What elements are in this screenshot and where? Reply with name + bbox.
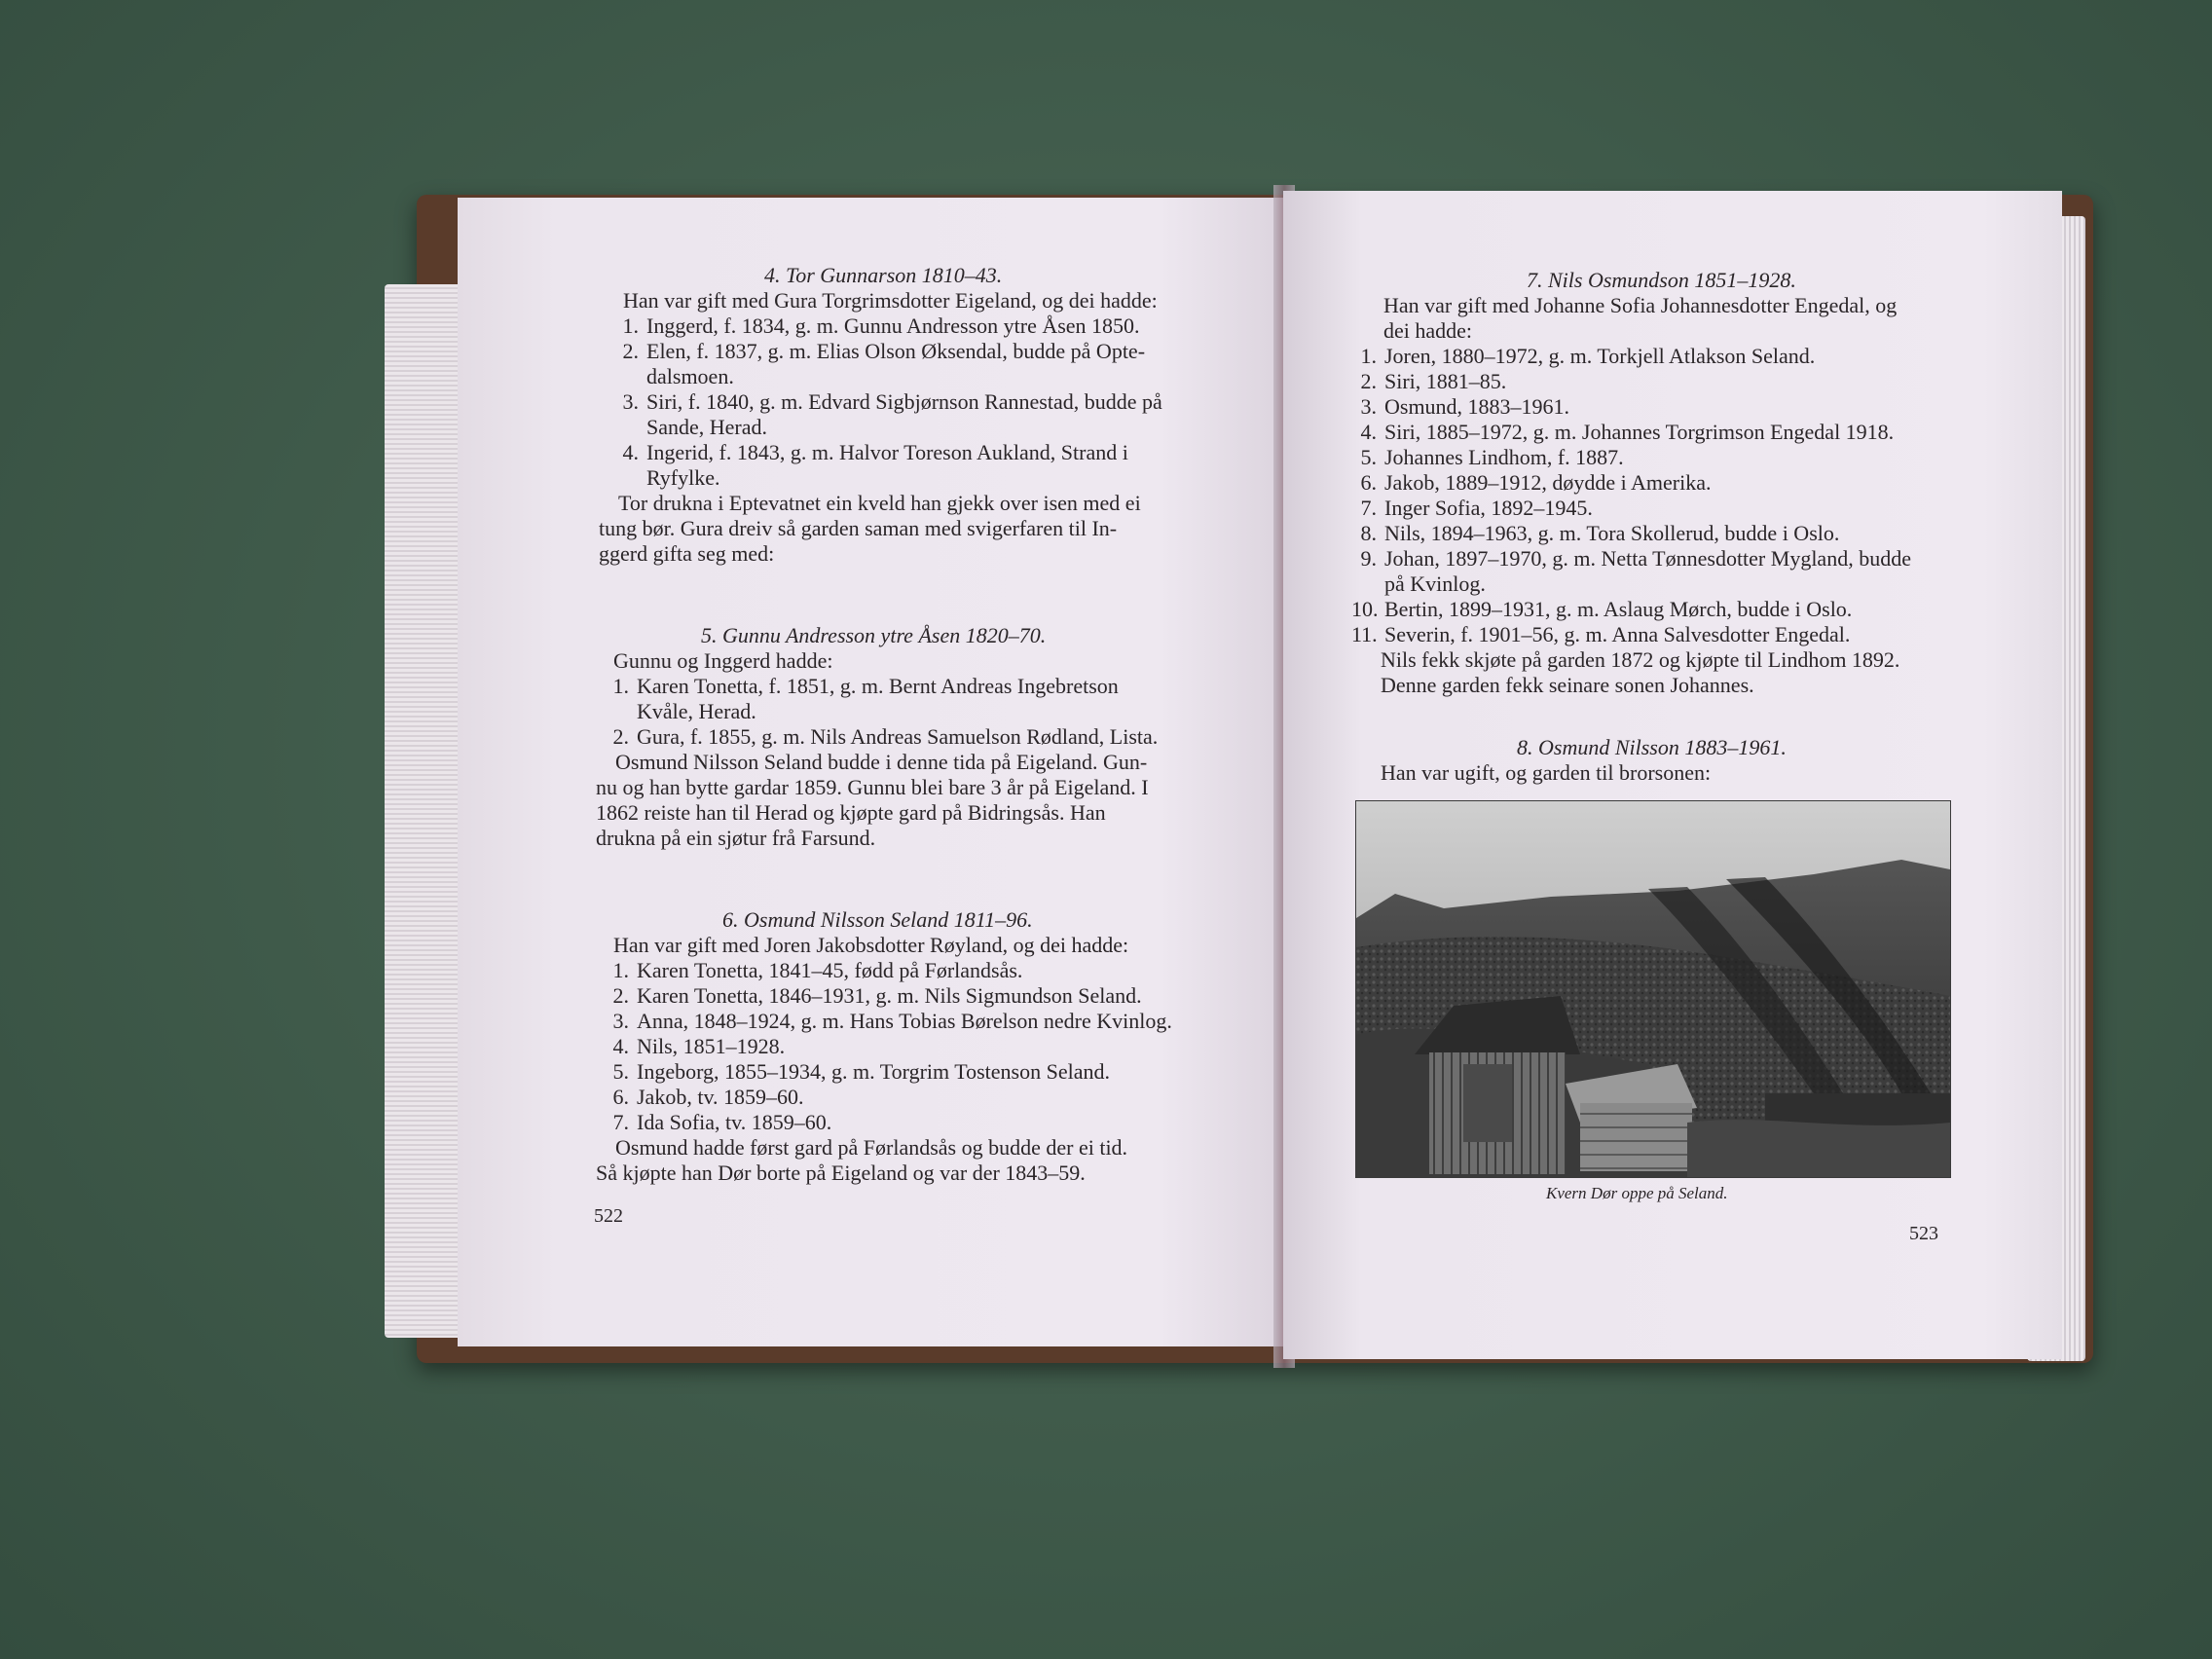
paragraph-line: Osmund hadde først gard på Førlandsås og budde der ei tid. bbox=[615, 1135, 1128, 1160]
list-item: 3. Anna, 1848–1924, g. m. Hans Tobias Børelson nedre Kvinlog. bbox=[612, 1009, 1172, 1033]
list-item: 11. Severin, f. 1901–56, g. m. Anna Salvesdotter Engedal. bbox=[1351, 622, 1851, 646]
paragraph-line: Nils fekk skjøte på garden 1872 og kjøpte til Lindhom 1892. bbox=[1381, 647, 1900, 672]
paragraph-line: drukna på ein sjøtur frå Farsund. bbox=[596, 826, 876, 850]
list-item: 2. Gura, f. 1855, g. m. Nils Andreas Samuelson Rødland, Lista. bbox=[612, 724, 1159, 749]
photo-caption: Kvern Dør oppe på Seland. bbox=[1546, 1184, 1728, 1202]
paragraph-line: Så kjøpte han Dør borte på Eigeland og var der 1843–59. bbox=[596, 1161, 1086, 1185]
list-item-continuation: Ryfylke. bbox=[646, 465, 720, 490]
list-item: 3. Osmund, 1883–1961. bbox=[1360, 394, 1570, 419]
right-page bbox=[1283, 191, 2062, 1359]
section-heading: 5. Gunnu Andresson ytre Åsen 1820–70. bbox=[701, 623, 1047, 647]
list-item: 5. Ingeborg, 1855–1934, g. m. Torgrim Tostenson Seland. bbox=[612, 1059, 1110, 1084]
list-item: 7. Ida Sofia, tv. 1859–60. bbox=[612, 1110, 832, 1134]
paragraph-line: ggerd gifta seg med: bbox=[599, 541, 775, 566]
section-heading: 8. Osmund Nilsson 1883–1961. bbox=[1517, 735, 1787, 759]
list-item: 2. Siri, 1881–85. bbox=[1360, 369, 1507, 393]
list-item-continuation: Kvåle, Herad. bbox=[637, 699, 756, 723]
paragraph-line: nu og han bytte gardar 1859. Gunnu blei bare 3 år på Eigeland. I bbox=[596, 775, 1149, 799]
list-item: 4. Nils, 1851–1928. bbox=[612, 1034, 786, 1058]
list-item: 2. Elen, f. 1837, g. m. Elias Olson Øksendal, budde på Opte- bbox=[622, 339, 1146, 363]
paragraph-line: Han var gift med Gura Torgrimsdotter Eigeland, og dei hadde: bbox=[623, 288, 1158, 313]
paragraph-line: dei hadde: bbox=[1383, 318, 1473, 343]
list-item: 2. Karen Tonetta, 1846–1931, g. m. Nils Sigmundson Seland. bbox=[612, 983, 1142, 1008]
list-item: 1. Karen Tonetta, 1841–45, fødd på Førlandsås. bbox=[612, 958, 1023, 982]
list-item: 10. Bertin, 1899–1931, g. m. Aslaug Mørch, budde i Oslo. bbox=[1351, 597, 1853, 621]
landscape-illustration bbox=[1356, 801, 1950, 1177]
paragraph-line: Han var ugift, og garden til brorsonen: bbox=[1381, 760, 1712, 785]
section-heading: 6. Osmund Nilsson Seland 1811–96. bbox=[722, 907, 1033, 932]
list-item: 4. Siri, 1885–1972, g. m. Johannes Torgrimson Engedal 1918. bbox=[1360, 420, 1895, 444]
paragraph-line: Osmund Nilsson Seland budde i denne tida på Eigeland. Gun- bbox=[615, 750, 1148, 774]
paragraph-line: Han var gift med Johanne Sofia Johannesdotter Engedal, og bbox=[1383, 293, 1898, 317]
left-page bbox=[458, 198, 1283, 1346]
section-heading: 7. Nils Osmundson 1851–1928. bbox=[1527, 268, 1796, 292]
paragraph-line: Denne garden fekk seinare sonen Johannes. bbox=[1381, 673, 1754, 697]
paragraph-line: Gunnu og Inggerd hadde: bbox=[613, 648, 833, 673]
mill-house-photo bbox=[1355, 800, 1951, 1178]
list-item-continuation: dalsmoen. bbox=[646, 364, 734, 388]
paragraph-line: Tor drukna i Eptevatnet ein kveld han gjekk over isen med ei bbox=[618, 491, 1141, 515]
list-item: 1. Inggerd, f. 1834, g. m. Gunnu Andresson ytre Åsen 1850. bbox=[622, 313, 1140, 338]
paragraph-line: tung bør. Gura dreiv så garden saman med svigerfaren til In- bbox=[599, 516, 1118, 540]
list-item: 6. Jakob, 1889–1912, døydde i Amerika. bbox=[1360, 470, 1712, 495]
list-item: 1. Joren, 1880–1972, g. m. Torkjell Atlakson Seland. bbox=[1360, 344, 1816, 368]
page-number: 523 bbox=[1909, 1223, 1938, 1244]
list-item: 8. Nils, 1894–1963, g. m. Tora Skollerud, budde i Oslo. bbox=[1360, 521, 1840, 545]
list-item-continuation: Sande, Herad. bbox=[646, 415, 768, 439]
list-item: 1. Karen Tonetta, f. 1851, g. m. Bernt Andreas Ingebretson bbox=[612, 674, 1119, 698]
section-heading: 4. Tor Gunnarson 1810–43. bbox=[764, 263, 1003, 287]
list-item: 4. Ingerid, f. 1843, g. m. Halvor Toreson Aukland, Strand i bbox=[622, 440, 1128, 464]
list-item: 3. Siri, f. 1840, g. m. Edvard Sigbjørnson Rannestad, budde på bbox=[622, 389, 1162, 414]
list-item-continuation: på Kvinlog. bbox=[1384, 571, 1486, 596]
paragraph-line: Han var gift med Joren Jakobsdotter Røyland, og dei hadde: bbox=[613, 933, 1129, 957]
paragraph-line: 1862 reiste han til Herad og kjøpte gard på Bidringsås. Han bbox=[596, 800, 1106, 825]
list-item: 5. Johannes Lindhom, f. 1887. bbox=[1360, 445, 1624, 469]
list-item: 9. Johan, 1897–1970, g. m. Netta Tønnesdotter Mygland, budde bbox=[1360, 546, 1911, 571]
list-item: 6. Jakob, tv. 1859–60. bbox=[612, 1085, 804, 1109]
page-number: 522 bbox=[594, 1205, 623, 1227]
list-item: 7. Inger Sofia, 1892–1945. bbox=[1360, 496, 1593, 520]
